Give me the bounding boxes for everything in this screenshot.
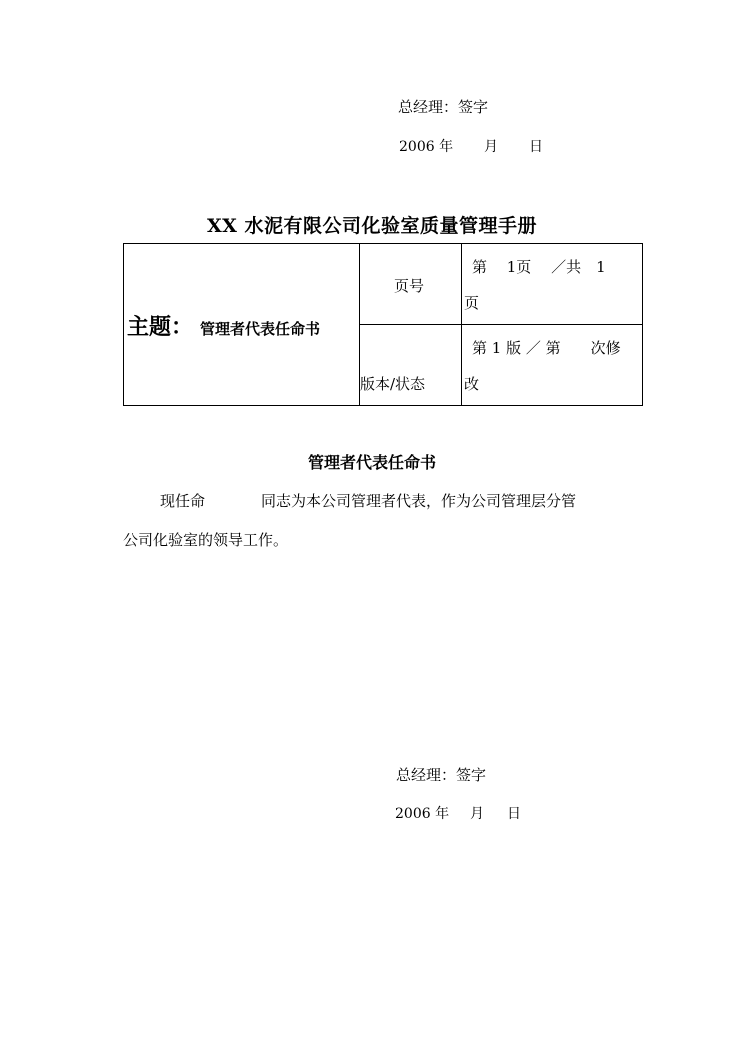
top-signature-date (0, 136, 744, 156)
header-table (123, 243, 643, 406)
bottom-date-month: 月 (470, 806, 484, 822)
body-paragraph-line1 (160, 490, 576, 511)
section-title: 管理者代表任命书 (307, 453, 436, 472)
top-date-month: 月 (484, 139, 498, 155)
top-date-year: 2006 年 (399, 139, 454, 155)
bottom-date-year: 2006 年 (395, 806, 450, 822)
page-label: 页号 (394, 277, 425, 295)
body-paragraph-line2: 公司化验室的领导工作。 (123, 531, 289, 549)
page-value-line2: 页 (464, 294, 480, 312)
subject-value: 管理者代表任命书 (200, 320, 321, 338)
top-signature-label: 总经理：签字 (398, 98, 489, 116)
bottom-signature-label: 总经理：签字 (396, 766, 487, 784)
page-value-cell (462, 244, 643, 325)
version-value-line1: 第 1 版 ／ 第 次修 (472, 339, 621, 357)
document-title: XX 水泥有限公司化验室质量管理手册 (206, 215, 538, 237)
version-value-cell (462, 325, 643, 406)
version-value-line2: 改 (464, 375, 480, 393)
subject-label: 主题： (127, 314, 194, 340)
bottom-date-day: 日 (507, 806, 521, 822)
version-label-cell (360, 325, 462, 406)
body-line1-suffix: 同志为本公司管理者代表，作为公司管理层分管 (261, 492, 577, 510)
top-date-day: 日 (529, 139, 543, 155)
subject-cell (124, 244, 360, 406)
page-label-cell (360, 244, 462, 325)
version-label: 版本/状态 (360, 375, 426, 393)
bottom-signature-date (0, 803, 744, 823)
page-value-line1: 第 1页 ／共 1 (472, 258, 606, 276)
body-line1-prefix: 现任命 (160, 492, 206, 510)
